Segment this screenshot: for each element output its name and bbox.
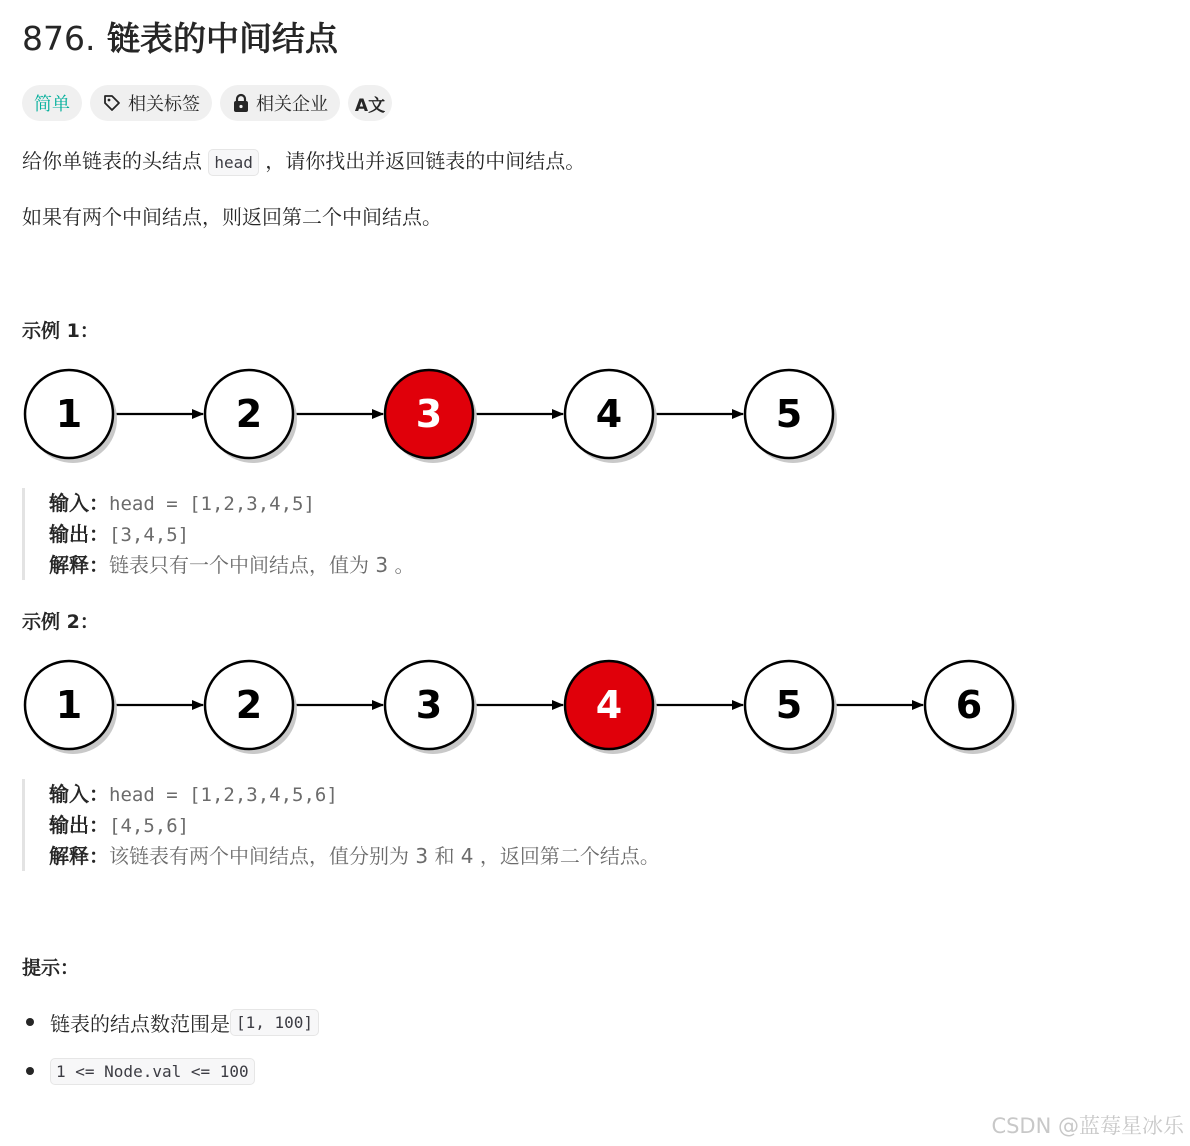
- problem-name: 链表的中间结点: [106, 19, 338, 58]
- example-1-input: head = [1,2,3,4,5]: [109, 493, 315, 515]
- hints-heading: 提示：: [22, 957, 80, 979]
- hint-1-code: [1, 100]: [230, 1009, 319, 1036]
- description-paragraph-2: 如果有两个中间结点，则返回第二个中间结点。: [22, 205, 442, 229]
- example-2-node-label-2: 2: [235, 683, 263, 727]
- example-1-node-label-4: 4: [595, 392, 623, 436]
- example-2-node-label-3: 3: [415, 683, 443, 727]
- example-2-node-label-6: 6: [955, 683, 983, 727]
- description-paragraph-1: 给你单链表的头结点 head ，请你找出并返回链表的中间结点。: [22, 146, 585, 178]
- translate-button[interactable]: [348, 85, 392, 121]
- example-2-block: 输入：head = [1,2,3,4,5,6] 输出：[4,5,6] 解释：该链表有两个中间结点，值分别为 3 和 4 ，返回第二个结点。: [22, 779, 660, 871]
- related-tags-label: 相关标签: [128, 94, 200, 115]
- example-1-output: [3,4,5]: [109, 524, 190, 546]
- problem-number: 876.: [22, 19, 96, 58]
- example-1-block: 输入：head = [1,2,3,4,5] 输出：[3,4,5] 解释：链表只有一个中间结点，值为 3 。: [22, 488, 414, 580]
- related-companies-label: 相关企业: [256, 94, 328, 115]
- hint-item-1: 链表的结点数范围是 [1, 100]: [22, 1007, 319, 1037]
- example-2-node-label-1: 1: [55, 683, 83, 727]
- example-2-output: [4,5,6]: [109, 815, 190, 837]
- example-1-node-label-2: 2: [235, 392, 263, 436]
- hints-list: [22, 1007, 319, 1105]
- example-2-node-label-5: 5: [775, 683, 803, 727]
- example-2-explanation: 该链表有两个中间结点，值分别为 3 和 4 ，返回第二个结点。: [109, 844, 660, 868]
- hint-item-2: [22, 1056, 319, 1086]
- translate-icon: A文: [354, 95, 386, 116]
- example-2-input: head = [1,2,3,4,5,6]: [109, 784, 338, 806]
- problem-title: [22, 14, 338, 64]
- watermark: CSDN @蓝莓星冰乐: [991, 1114, 1184, 1138]
- difficulty-badge[interactable]: 简单: [22, 85, 82, 121]
- example-1-heading: 示例 1：: [22, 320, 99, 342]
- example-1-node-label-3: 3: [415, 392, 443, 436]
- related-companies-button[interactable]: [220, 85, 340, 121]
- example-1-node-label-5: 5: [775, 392, 803, 436]
- lock-icon: [232, 93, 250, 113]
- tag-bar: [22, 85, 392, 121]
- hint-2-code: 1 <= Node.val <= 100: [50, 1058, 255, 1085]
- example-2-linked-list-diagram: [0, 649, 1060, 765]
- example-1-linked-list-diagram: [0, 358, 1060, 474]
- example-1-explanation: 链表只有一个中间结点，值为 3 。: [109, 553, 415, 577]
- related-tags-button[interactable]: [90, 85, 212, 121]
- bullet-icon: [26, 1067, 34, 1075]
- code-head: head: [208, 149, 259, 176]
- example-2-node-label-4: 4: [595, 683, 623, 727]
- bullet-icon: [26, 1018, 34, 1026]
- example-1-node-label-1: 1: [55, 392, 83, 436]
- tag-icon: [102, 93, 122, 113]
- example-2-heading: 示例 2：: [22, 611, 99, 633]
